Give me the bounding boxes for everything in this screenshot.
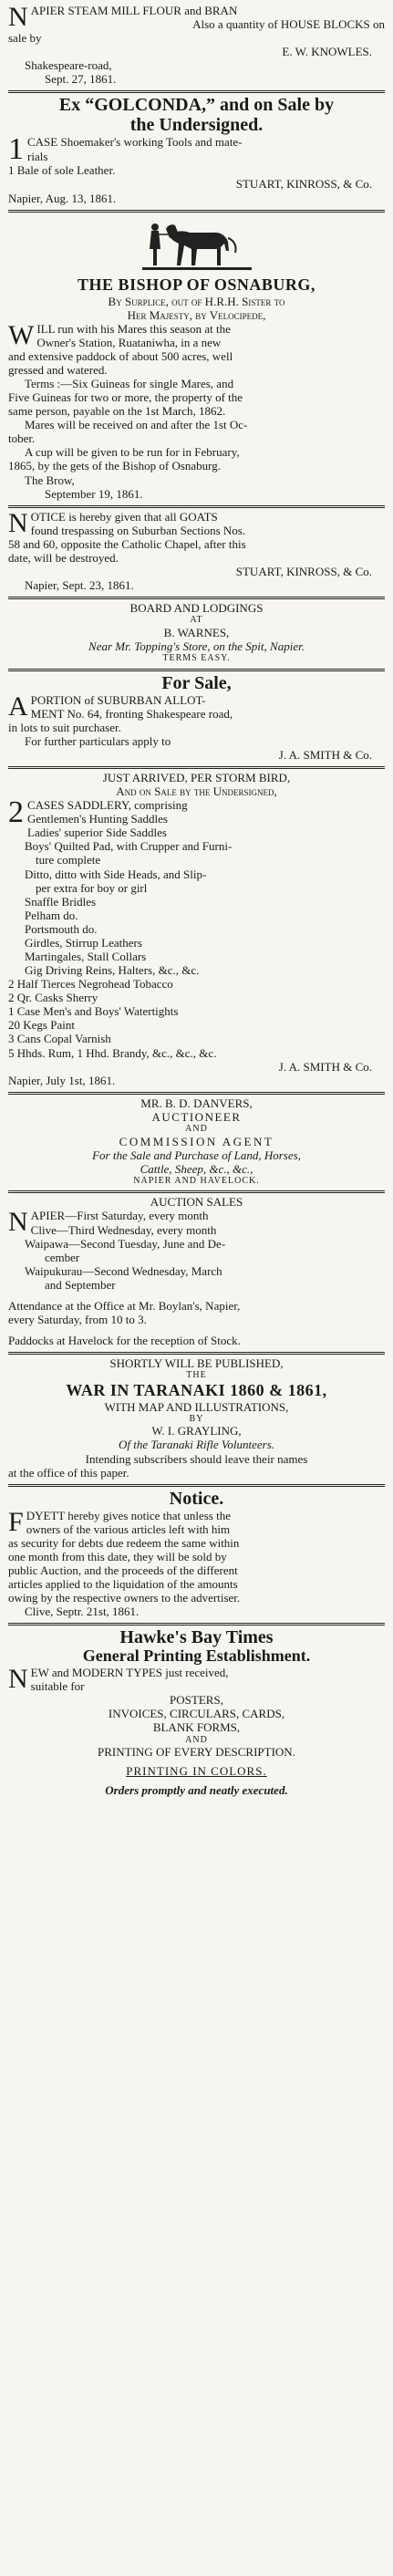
- ad-line: OTICE is hereby given that all GOATS: [30, 509, 218, 524]
- ad-line: W. I. GRAYLING,: [151, 1424, 242, 1439]
- drop-cap: W: [8, 319, 35, 350]
- ad-line: AT: [190, 615, 203, 626]
- list-item: and September: [45, 1277, 116, 1292]
- ad-line: B. WARNES,: [163, 625, 230, 639]
- date: Napier, Sept. 23, 1861.: [25, 578, 134, 593]
- list-item: Waipawa—Second Tuesday, June and De-: [25, 1236, 226, 1251]
- ad-line: tober.: [8, 431, 36, 446]
- ad-line: 58 and 60, opposite the Catholic Chapel, after this: [8, 536, 246, 551]
- ad-line: rials: [27, 149, 48, 163]
- ad-line: AND: [185, 1734, 208, 1745]
- ad-heading: WAR IN TARANAKI 1860 & 1861,: [66, 1380, 327, 1399]
- ad-line: BY: [189, 1413, 204, 1424]
- ad-line: POSTERS,: [170, 1693, 223, 1708]
- list-item: Ladies' superior Side Saddles: [27, 826, 167, 840]
- list-item: Gig Driving Reins, Halters, &c., &c.: [25, 963, 200, 978]
- ad-subheading: Her Majesty, by Velocipede,: [127, 307, 266, 322]
- ad-line: PORTION of SUBURBAN ALLOT-: [30, 692, 206, 707]
- ad-golconda: [8, 93, 385, 209]
- ad-heading: MR. B. D. DANVERS,: [140, 1096, 253, 1110]
- ad-line: owners of the various articles left with him: [26, 1522, 231, 1536]
- ad-line: Owner's Station, Ruataniwha, in a new: [36, 335, 222, 349]
- ad-line: EW and MODERN TYPES just received,: [30, 1666, 229, 1680]
- ad-line: INVOICES, CIRCULARS, CARDS,: [108, 1707, 285, 1721]
- ad-line: A cup will be given to be run for in February,: [25, 445, 240, 460]
- ad-line: suitable for: [30, 1679, 85, 1694]
- place: The Brow,: [25, 473, 75, 487]
- ad-line: AND: [185, 1123, 208, 1134]
- ad-heading: BOARD AND LODGINGS: [129, 601, 264, 616]
- drop-cap: N: [8, 1664, 28, 1695]
- ad-heading: THE BISHOP OF OSNABURG,: [78, 275, 315, 294]
- ad-line: articles applied to the liquidation of the amounts: [8, 1577, 238, 1592]
- list-item: 1 Case Men's and Boys' Watertights: [8, 1004, 179, 1019]
- ad-line: Orders promptly and neatly executed.: [105, 1783, 288, 1798]
- ad-steam-mill: [8, 2, 385, 90]
- drop-cap: N: [8, 2, 28, 32]
- ad-dyett-notice: [8, 1487, 385, 1624]
- ad-heading: For Sale,: [161, 672, 232, 693]
- drop-cap: 2: [8, 795, 24, 830]
- drop-cap: N: [8, 507, 28, 538]
- list-item: Pelham do.: [25, 908, 78, 922]
- list-item: Gentlemen's Hunting Saddles: [27, 812, 168, 826]
- horse-and-groom-engraving-icon: [8, 214, 385, 275]
- ad-line: MENT No. 64, fronting Shakespeare road,: [30, 706, 233, 721]
- ad-line: every Saturday, from 10 to 3.: [8, 1313, 147, 1326]
- ad-line: THE: [186, 1370, 207, 1381]
- ad-goats-notice: [8, 508, 385, 597]
- list-item: 3 Cans Copal Varnish: [8, 1032, 111, 1046]
- ad-heading: Ex “GOLCONDA,” and on Sale by: [58, 95, 335, 116]
- ad-auction-sales: [8, 1193, 385, 1352]
- ad-line: gressed and watered.: [8, 362, 108, 377]
- ad-line: AUCTIONEER: [151, 1109, 242, 1124]
- ad-heading: Notice.: [169, 1488, 224, 1509]
- ad-line: sale by: [8, 31, 42, 46]
- ad-heading: the Undersigned.: [129, 115, 264, 136]
- place: Shakespeare-road,: [25, 58, 112, 73]
- ad-line: and extensive paddock of about 500 acres, well: [8, 348, 233, 363]
- ad-line: PRINTING OF EVERY DESCRIPTION.: [98, 1745, 295, 1760]
- ad-line: NAPIER AND HAVELOCK.: [133, 1175, 260, 1186]
- ad-line: date, will be destroyed.: [8, 550, 119, 565]
- ad-line: Attendance at the Office at Mr. Boylan's, Napier,: [8, 1298, 241, 1313]
- ad-line: CASE Shoemaker's working Tools and mate-: [27, 135, 243, 150]
- ad-line: one month from this date, they will be sold by: [8, 1549, 227, 1563]
- ad-line: DYETT hereby gives notice that unless the: [26, 1508, 232, 1522]
- ad-line: SHORTLY WILL BE PUBLISHED,: [109, 1356, 284, 1371]
- ad-line: For further particulars apply to: [25, 733, 171, 748]
- ad-board-lodgings: [8, 599, 385, 668]
- ad-line: same person, payable on the 1st March, 1862.: [8, 404, 226, 419]
- date: Clive, Septr. 21st, 1861.: [25, 1605, 140, 1619]
- ad-line: Paddocks at Havelock for the reception of Stock.: [8, 1334, 241, 1348]
- ad-line: 1 Bale of sole Leather.: [8, 163, 116, 178]
- ad-storm-bird-saddlery: [8, 769, 385, 1092]
- ad-line: Cattle, Sheep, &c., &c.,: [140, 1161, 253, 1176]
- date: September 19, 1861.: [45, 486, 143, 501]
- ad-heading: General Printing Establishment.: [82, 1646, 311, 1666]
- ad-war-in-taranaki: [8, 1355, 385, 1484]
- ad-line: at the office of this paper.: [8, 1465, 129, 1480]
- list-item: cember: [45, 1250, 80, 1264]
- ad-heading: Hawke's Bay Times: [119, 1627, 274, 1648]
- signature: STUART, KINROSS, & Co.: [235, 177, 372, 192]
- ad-line: Five Guineas for two or more, the property of the: [8, 390, 243, 405]
- ad-line: BLANK FORMS,: [152, 1720, 241, 1735]
- ad-line: Terms :—Six Guineas for single Mares, and: [25, 377, 234, 391]
- list-item: Girdles, Stirrup Leathers: [25, 935, 142, 950]
- drop-cap: F: [8, 1506, 24, 1537]
- ad-line: Near Mr. Topping's Store, on the Spit, Napier.: [88, 639, 305, 653]
- drop-cap: N: [8, 1207, 28, 1238]
- list-item: ture complete: [36, 853, 101, 867]
- list-item: Martingales, Stall Collars: [25, 950, 147, 964]
- list-item: 2 Qr. Casks Sherry: [8, 991, 98, 1005]
- ad-line: Of the Taranaki Rifle Volunteers.: [118, 1438, 275, 1452]
- ad-subheading: By Surplice, out of H.R.H. Sister to: [108, 294, 285, 308]
- list-item: APIER—First Saturday, every month: [30, 1209, 209, 1223]
- list-item: CASES SADDLERY, comprising: [27, 798, 188, 813]
- ad-bishop-osnaburg: [8, 213, 385, 505]
- signature: J. A. SMITH & Co.: [278, 747, 372, 762]
- ad-line: TERMS EASY.: [162, 653, 231, 664]
- list-item: per extra for boy or girl: [36, 880, 148, 895]
- ad-line: COMMISSION AGENT: [119, 1134, 274, 1148]
- date: Napier, Aug. 13, 1861.: [8, 191, 117, 205]
- date: Sept. 27, 1861.: [45, 72, 117, 87]
- list-item: 5 Hhds. Rum, 1 Hhd. Brandy, &c., &c., &c.: [8, 1045, 217, 1060]
- ad-hawkes-bay-times-printing: [8, 1626, 385, 1802]
- list-item: 20 Kegs Paint: [8, 1018, 75, 1033]
- signature: J. A. SMITH & Co.: [278, 1059, 372, 1074]
- list-item: Portsmouth do.: [25, 921, 98, 936]
- list-item: Clive—Third Wednesday, every month: [30, 1222, 217, 1237]
- ad-line: 1865, by the gets of the Bishop of Osnaburg.: [8, 459, 222, 473]
- date: Napier, July 1st, 1861.: [8, 1073, 116, 1087]
- ad-for-sale-allotment: [8, 671, 385, 766]
- ad-line: public Auction, and the proceeds of the different: [8, 1563, 238, 1577]
- ad-subheading: And on Sale by the Undersigned,: [116, 784, 277, 799]
- ad-line: For the Sale and Purchase of Land, Horses,: [92, 1148, 301, 1162]
- ad-heading: JUST ARRIVED, PER STORM BIRD,: [102, 771, 291, 784]
- ad-line: ILL run with his Mares this season at the: [36, 321, 231, 336]
- ad-line: Also a quantity of HOUSE BLOCKS on: [192, 17, 385, 32]
- ad-heading: AUCTION SALES: [150, 1195, 243, 1210]
- drop-cap: 1: [8, 132, 24, 167]
- list-item: Boys' Quilted Pad, with Crupper and Furni-: [25, 839, 233, 854]
- list-item: Snaffle Bridles: [25, 894, 97, 909]
- ad-line: owing by the respective owners to the advertiser.: [8, 1591, 241, 1605]
- list-item: Waipukurau—Second Wednesday, March: [25, 1263, 222, 1278]
- ad-line: as security for debts due redeem the same within: [8, 1535, 240, 1550]
- ad-line: Mares will be received on and after the 1st Oc-: [25, 418, 248, 432]
- ad-danvers-auctioneer: [8, 1095, 385, 1191]
- list-item: 2 Half Tierces Negrohead Tobacco: [8, 977, 173, 992]
- signature: E. W. KNOWLES.: [282, 45, 372, 59]
- drop-cap: A: [8, 691, 28, 722]
- list-item: Ditto, ditto with Side Heads, and Slip-: [25, 867, 207, 881]
- ad-line: WITH MAP AND ILLUSTRATIONS,: [104, 1399, 289, 1414]
- ad-line: found trespassing on Suburban Sections Nos.: [30, 523, 246, 537]
- ad-line: in lots to suit purchaser.: [8, 720, 121, 734]
- ad-line: PRINTING IN COLORS.: [126, 1764, 267, 1779]
- signature: STUART, KINROSS, & Co.: [235, 565, 372, 579]
- ad-line: APIER STEAM MILL FLOUR and BRAN: [30, 4, 238, 17]
- ad-line: Intending subscribers should leave their names: [85, 1451, 308, 1466]
